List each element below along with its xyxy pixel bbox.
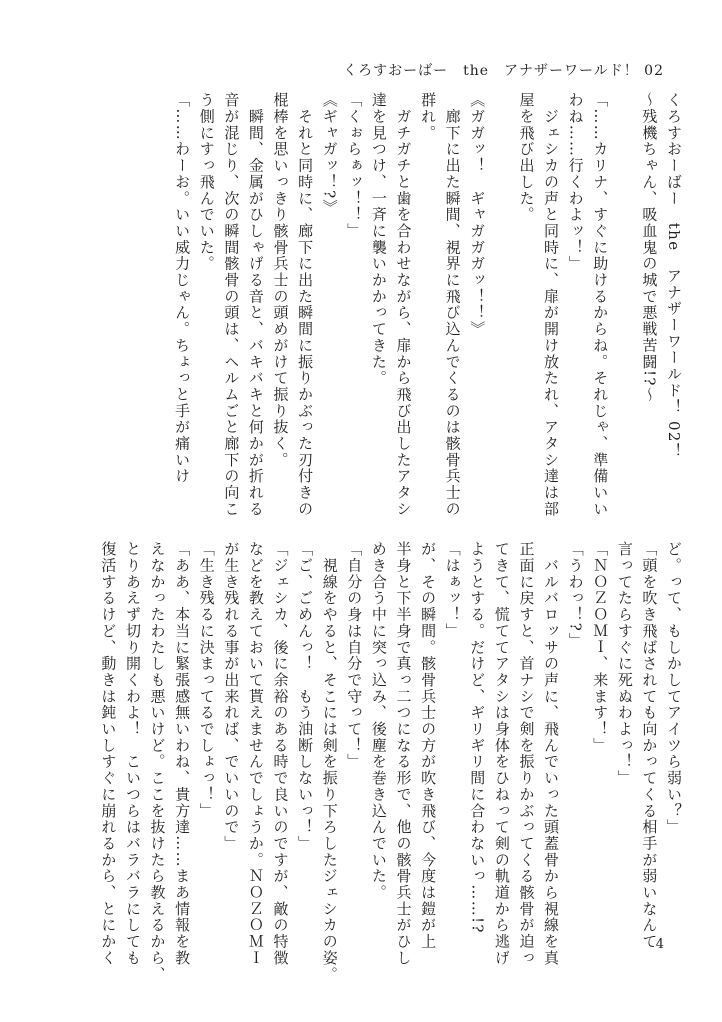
- text-line: 《ギャガッ！?》: [320, 92, 339, 216]
- text-line: 屋を飛び出した。: [517, 92, 536, 223]
- text-line: が生き残れる事が出来れば、でいいので」: [222, 541, 241, 852]
- text-line: 視線をやると、そこには剣を振り下ろしたジェシカの姿。: [320, 541, 339, 983]
- text-line: 《ガガッ！ ギャガガガッ！！》: [468, 92, 487, 338]
- text-line: 群れ。: [419, 92, 438, 142]
- text-line: 復活するけど、動きは鈍いしすぐに崩れるから、とにかく: [99, 541, 118, 967]
- text-line: 棍棒を思いっきり骸骨兵士の頭めがけて振り抜く。: [271, 92, 290, 469]
- text-line: が、その瞬間。骸骨兵士の方が吹き飛び、今度は鎧が上: [419, 541, 438, 950]
- text-line: ～残機ちゃん、吸血鬼の城で悪戦苦闘!?～: [640, 92, 659, 404]
- text-line: 「……わーお。いい威力じゃん。ちょっと手が痛いけ: [173, 92, 192, 485]
- text-line: ジェシカの声と同時に、扉が開け放たれ、アタシ達は部: [542, 92, 561, 518]
- page-number: 4: [655, 937, 664, 952]
- text-line: 「……カリナ、すぐに助けるからね。それじゃ、準備いい: [591, 92, 610, 518]
- text-line: 正面に戻すと、首ナシで剣を振りかぶってくる骸骨が迫っ: [517, 541, 536, 967]
- text-line: 言ってたらすぐに死ぬわよっ！」: [615, 541, 634, 787]
- text-line: う側にすっ飛んでいた。: [197, 92, 216, 272]
- text-line: バルバロッサの声に、飛んでいった頭蓋骨から視線を真: [542, 541, 561, 967]
- text-line: [612, 92, 637, 487]
- text-line: ガチガチと歯を合わせながら、扉から飛び出したアタシ: [394, 92, 413, 518]
- text-line: てきて、慌ててアタシは身体をひねって剣の軌道から逃げ: [492, 541, 511, 967]
- text-line: えなかったわたしも悪いけど。ここを抜けたら教えるから、: [148, 541, 167, 983]
- text-line: [489, 92, 514, 487]
- text-line: 廊下に出た瞬間、視界に飛び込んでくるのは骸骨兵士の: [443, 92, 462, 518]
- text-line: それと同時に、廊下に出た瞬間に振りかぶった刃付きの: [296, 92, 315, 518]
- text-line: 「ＮＯＺＯＭＩ、来ます！」: [591, 541, 610, 754]
- text-line: 達を見つけ、一斉に襲いかかってきた。: [369, 92, 388, 387]
- text-block-bottom: [86, 541, 686, 983]
- running-header: くろすおーばー the アナザーワールド！ 02: [343, 63, 664, 79]
- text-line: 瞬間、金属がひしゃげる音と、バキバキと何かが折れる: [246, 92, 265, 518]
- text-line: めき合う中に突っ込み、後塵を巻き込んでいた。: [369, 541, 388, 901]
- text-line: 半身と下半身で真っ二つになる形で、他の骸骨兵士がひし: [394, 541, 413, 967]
- text-line: とりあえず切り開くわよ！ こいつらはバラバラにしても: [123, 541, 142, 967]
- text-line: 「生き残るに決まってるでしょっ！」: [197, 541, 216, 819]
- text-line: わね……行くわよッ！」: [566, 92, 585, 272]
- text-line: 「ジェシカ、後に余裕のある時で良いのですが、敵の特徴: [271, 541, 290, 967]
- text-line: 「くぉらぁッ！！」: [345, 92, 364, 240]
- text-line: 「はぁッ！」: [443, 541, 462, 640]
- text-line: 音が混じり、次の瞬間骸骨の頭は、ヘルムごと廊下の向こ: [222, 92, 241, 518]
- text-line: 「自分の身は自分で守って！」: [345, 541, 364, 770]
- text-line: ど。って、もしかしてアイツら弱い？」: [665, 541, 683, 836]
- text-line: ようとする。だけど、ギリギリ間に合わないっ……!?: [468, 541, 487, 934]
- text-line: 「うわっ！?」: [566, 541, 585, 649]
- text-block-top: [86, 92, 686, 518]
- text-line: などを教えておいて貰えませんでしょうか。ＮＯＺＯＭＩ: [246, 541, 265, 967]
- text-line: くろすおーばー the アナザーワールド！ 02！: [665, 92, 683, 460]
- text-line: 「頭を吹き飛ばされても向かってくる相手が弱いなんて: [640, 541, 659, 950]
- text-line: 「ご、ごめんっ！ もう油断しないっ！」: [296, 541, 315, 852]
- text-line: 「ああ、本当に緊張感無いわね、貴方達……まあ情報を教: [173, 541, 192, 967]
